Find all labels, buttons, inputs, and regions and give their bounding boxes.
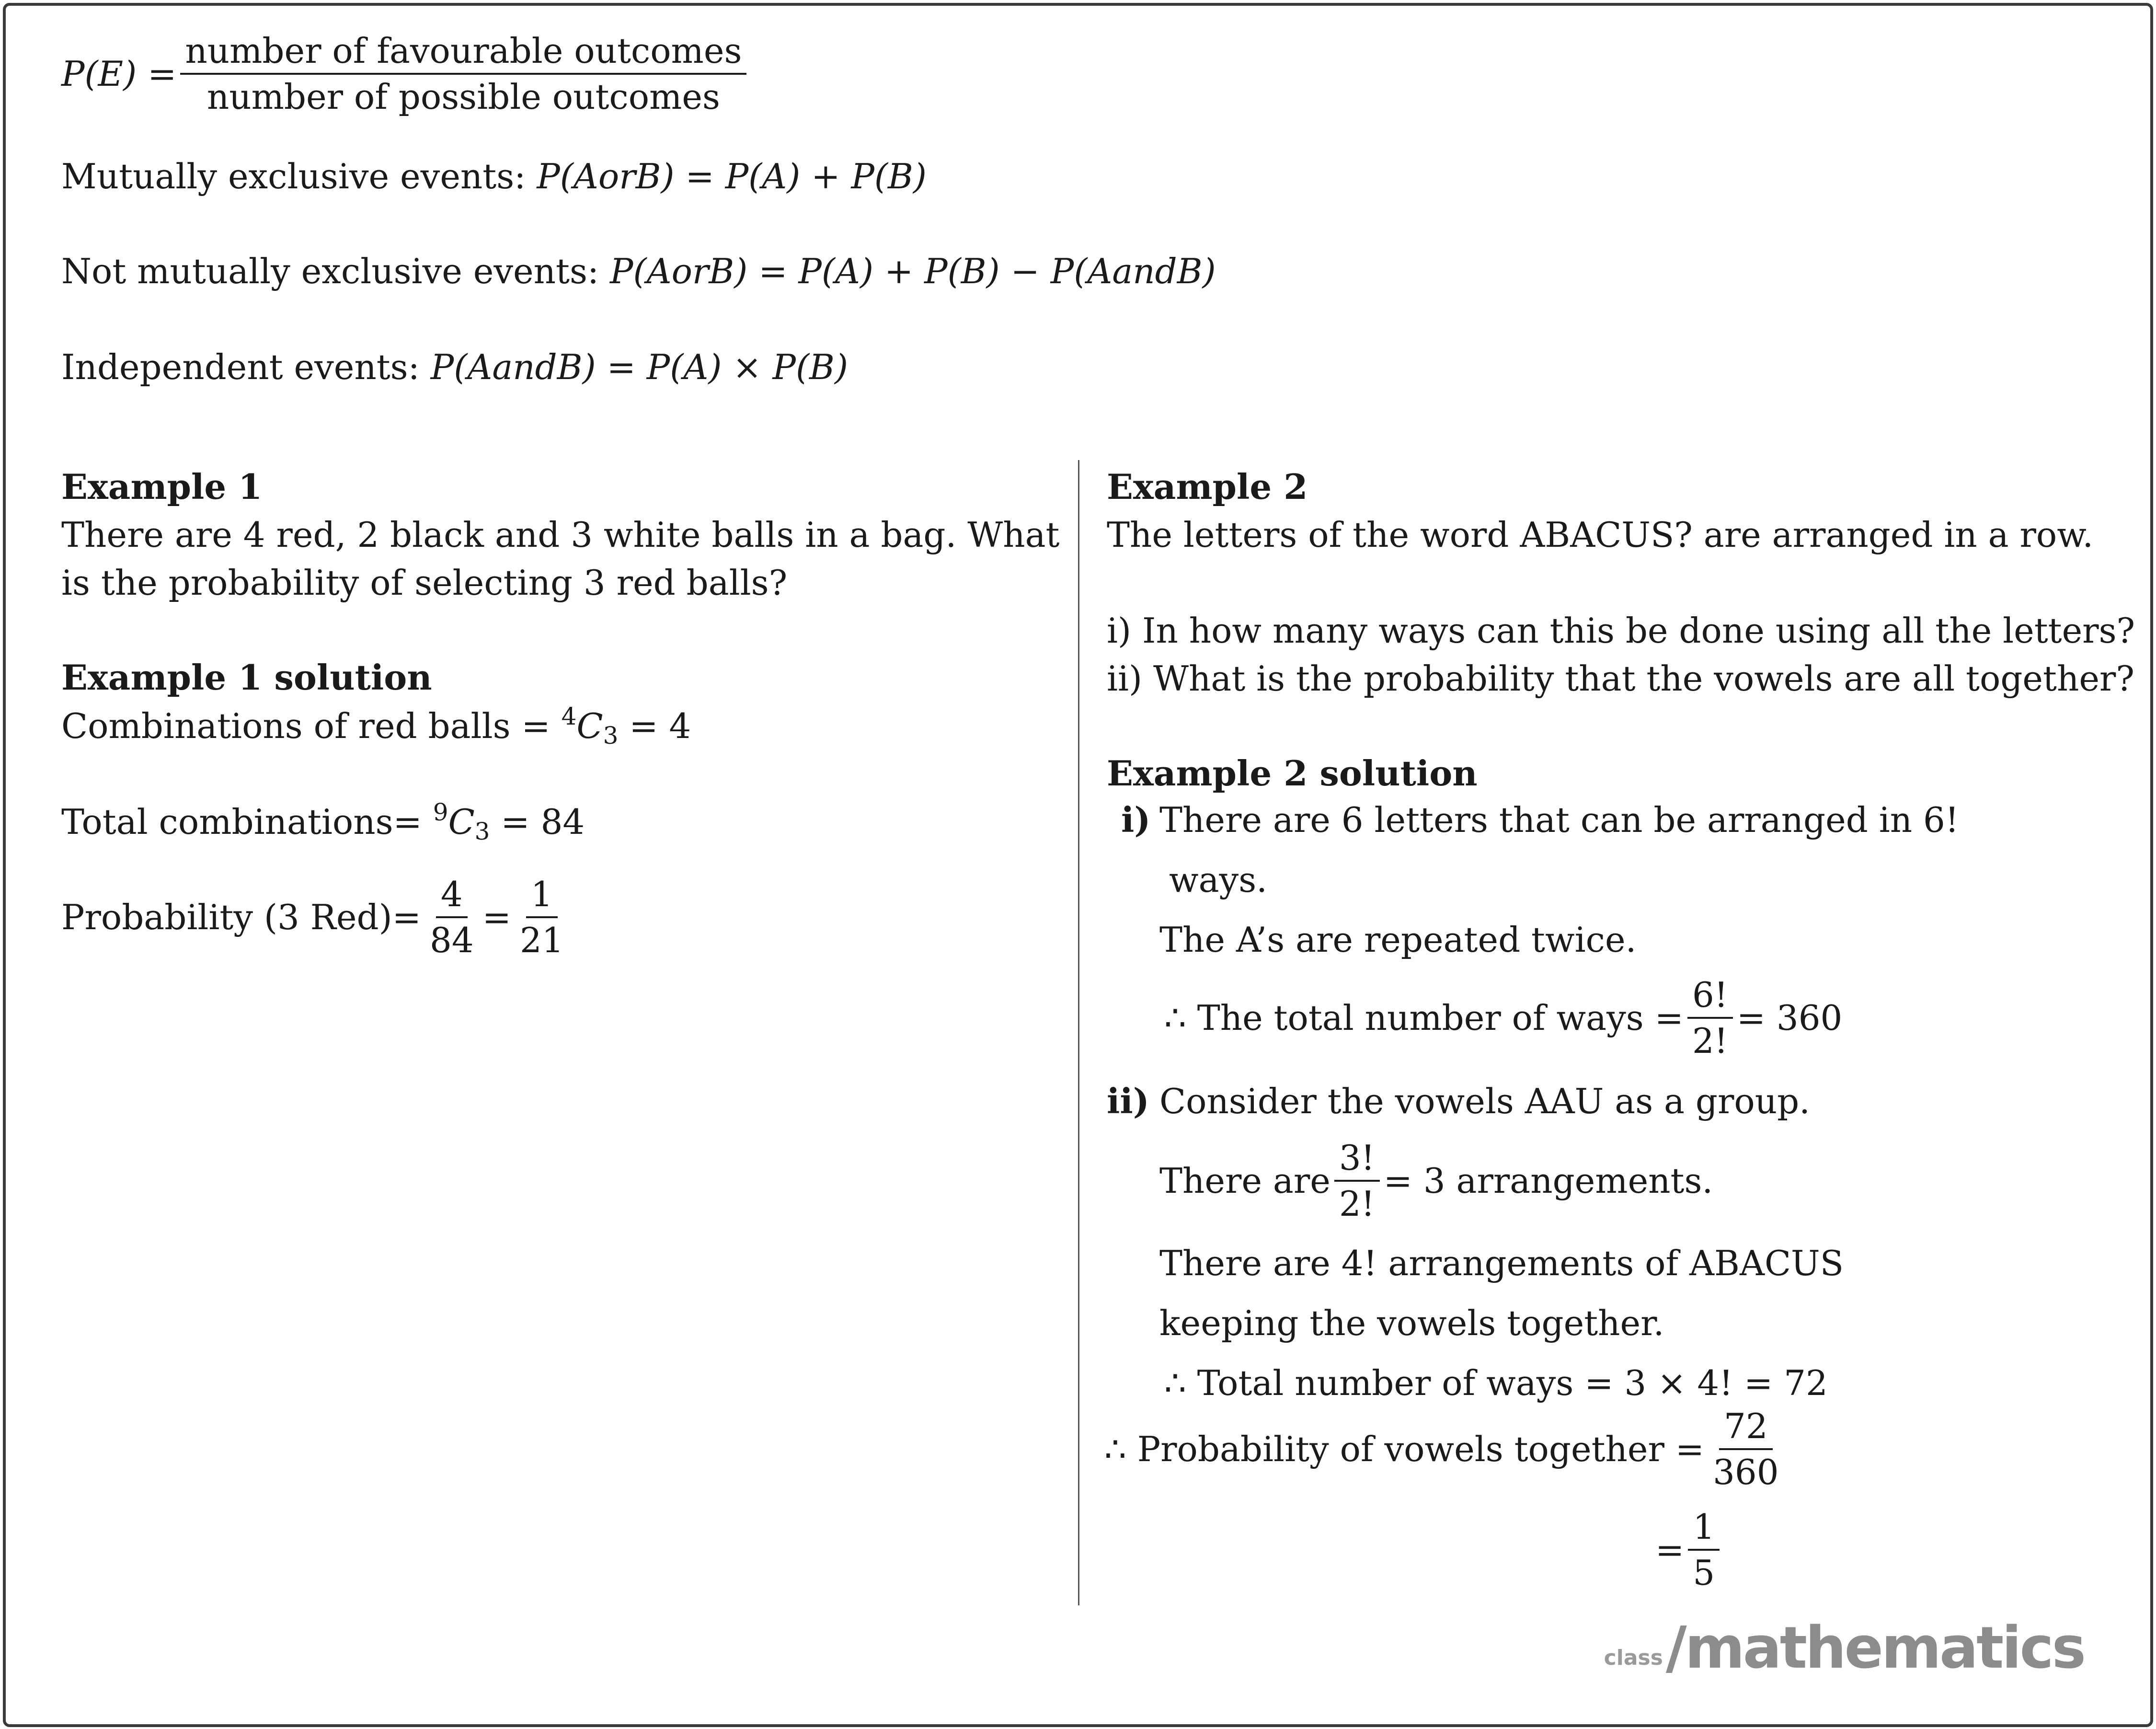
combinations-c: C [576, 706, 603, 746]
logo-class-text: class [1604, 1646, 1663, 1670]
part-ii-line1: Consider the vowels AAU as a group. [1159, 1081, 1811, 1121]
total-r: 3 [474, 818, 490, 845]
example1-title: Example 1 [61, 466, 263, 507]
classmathematics-logo [1604, 1615, 2084, 1682]
part-i-line1: There are 6 letters that can be arranged in 6! [1159, 800, 1959, 840]
pe-denominator: number of possible outcomes [206, 77, 720, 117]
independent-rule [61, 347, 849, 387]
final-equals: = [1655, 1530, 1685, 1570]
part-ii-line4: keeping the vowels together. [1159, 1303, 1664, 1343]
part-i-label: i) [1121, 799, 1151, 840]
example1-probability [61, 874, 573, 960]
combinations-result: = 4 [629, 706, 691, 746]
part-ii-arrangements [1159, 1138, 1713, 1224]
part-i-fraction [1687, 975, 1733, 1061]
example1-total [61, 800, 585, 843]
part-i-total-label: ∴ The total number of ways = [1164, 998, 1684, 1038]
total-c: C [448, 802, 475, 842]
probability-num-1: 4 [436, 877, 468, 918]
final-den: 5 [1693, 1553, 1715, 1593]
not-mutual-label: Not mutually exclusive events: [61, 251, 599, 291]
mutual-label: Mutually exclusive events: [61, 156, 526, 196]
pe-lhs: P(E) = [61, 54, 177, 94]
probability-fraction-1 [425, 874, 479, 960]
probability-den-2: 21 [519, 920, 564, 960]
mutually-exclusive-rule [61, 156, 927, 196]
probability-fraction-2 [515, 874, 569, 960]
part-ii-line3: There are 4! arrangements of ABACUS [1159, 1243, 1844, 1283]
part-ii-label: ii) [1107, 1081, 1149, 1121]
probability-equals: = [482, 897, 511, 937]
column-divider [1078, 460, 1079, 1605]
example2-question-line1: The letters of the word ABACUS? are arranged in a row. [1107, 515, 2094, 555]
final-num: 1 [1688, 1510, 1720, 1551]
vowels-probability [1104, 1406, 1788, 1492]
total-result: = 84 [501, 802, 585, 842]
logo-mathematics-text: /mathematics [1665, 1615, 2084, 1682]
total-n: 9 [433, 798, 448, 826]
part-i-den: 2! [1692, 1021, 1728, 1061]
independent-label: Independent events: [61, 347, 420, 387]
final-answer [1655, 1507, 1723, 1593]
example1-combinations [61, 704, 691, 748]
part-ii-den: 2! [1339, 1184, 1375, 1224]
final-fraction [1688, 1507, 1720, 1593]
combinations-r: 3 [603, 722, 619, 749]
independent-formula: P(AandB) = P(A) × P(B) [430, 347, 849, 387]
not-mutual-formula: P(AorB) = P(A) + P(B) − P(AandB) [610, 251, 1216, 291]
example2-title: Example 2 [1107, 466, 1308, 507]
part-ii-num: 3! [1334, 1141, 1380, 1182]
not-mutually-exclusive-rule [61, 251, 1216, 291]
vowels-probability-den: 360 [1713, 1452, 1779, 1492]
part-i-line3: The A’s are repeated twice. [1159, 920, 1637, 960]
part-ii-arr-result: = 3 arrangements. [1383, 1161, 1713, 1201]
probability-definition [61, 31, 750, 117]
part-ii-total: ∴ Total number of ways = 3 × 4! = 72 [1164, 1363, 1828, 1403]
total-label: Total combinations= [61, 802, 422, 842]
vowels-probability-fraction [1708, 1406, 1783, 1492]
part-i-total [1164, 975, 1843, 1061]
vowels-probability-num: 72 [1719, 1409, 1773, 1450]
probability-label: Probability (3 Red)= [61, 897, 422, 937]
example1-question-line2: is the probability of selecting 3 red balls? [61, 563, 788, 603]
part-ii-there-are: There are [1159, 1161, 1330, 1201]
part-i-num: 6! [1687, 978, 1733, 1019]
part-ii-fraction [1334, 1138, 1380, 1224]
mutual-formula: P(AorB) = P(A) + P(B) [537, 156, 927, 196]
example1-question-line1: There are 4 red, 2 black and 3 white balls in a bag. What [61, 515, 1060, 555]
example1-solution-title: Example 1 solution [61, 657, 432, 698]
example2-question-i: i) In how many ways can this be done using all the letters? [1107, 611, 2135, 651]
combinations-n: 4 [561, 703, 577, 730]
probability-den-1: 84 [430, 920, 474, 960]
part-i-result: = 360 [1736, 998, 1843, 1038]
vowels-probability-label: ∴ Probability of vowels together = [1104, 1429, 1705, 1469]
pe-numerator: number of favourable outcomes [180, 34, 746, 75]
part-i-line2: ways. [1169, 860, 1268, 900]
probability-num-2: 1 [526, 877, 558, 918]
example2-solution-title: Example 2 solution [1107, 753, 1478, 794]
combinations-label: Combinations of red balls = [61, 706, 550, 746]
pe-fraction [180, 31, 746, 117]
example2-question-ii: ii) What is the probability that the vowels are all together? [1107, 658, 2134, 699]
